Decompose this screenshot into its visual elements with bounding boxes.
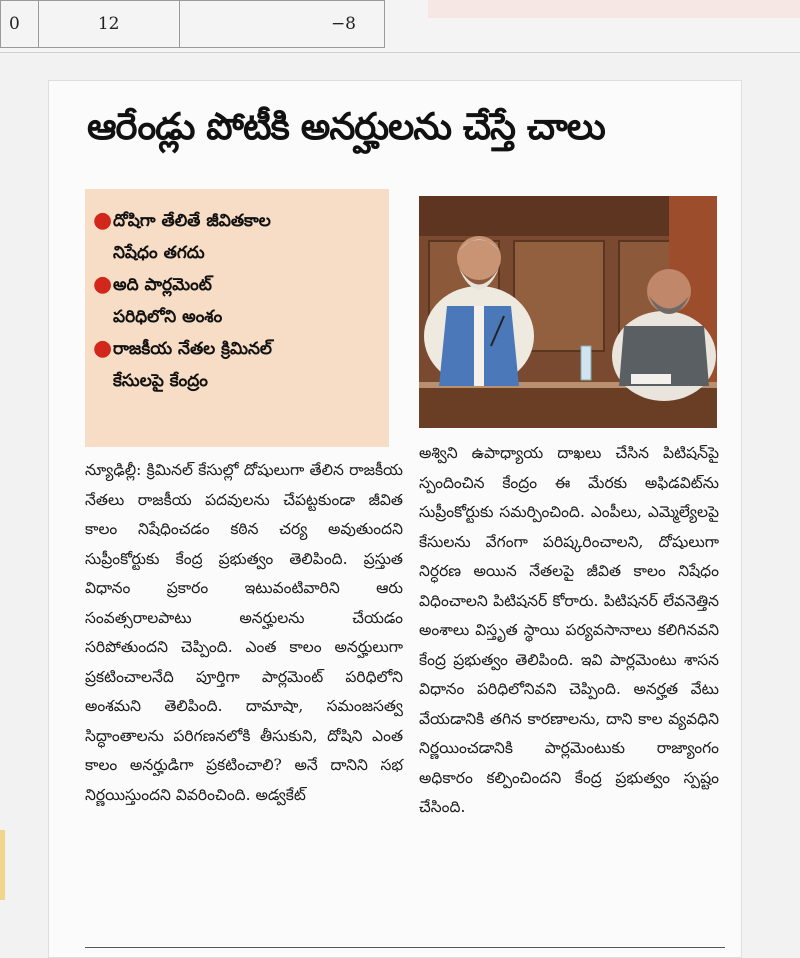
table-cell: −8 <box>179 1 384 48</box>
adjacent-box <box>428 0 800 18</box>
previous-article-strip <box>0 0 800 53</box>
data-table-fragment <box>0 0 385 48</box>
table-row <box>1 1 385 48</box>
article-headline: ఆరేండ్లు పోటీకి అనర్హులను చేస్తే చాలు <box>87 105 605 148</box>
news-photo <box>419 196 717 428</box>
highlight-item: ● దోషిగా తేలితే జీవితకాల నిషేధం తగదు <box>113 205 389 269</box>
news-article <box>48 80 742 958</box>
bullet-icon: ● <box>93 208 113 233</box>
margin-marker <box>0 830 5 900</box>
photo-illustration <box>419 196 717 428</box>
bullet-icon: ● <box>93 272 113 297</box>
bullet-icon: ● <box>93 336 113 361</box>
article-body-left: న్యూఢిల్లీ: క్రిమినల్ కేసుల్లో దోషులుగా తేలిన రాజకీయ నేతలు రాజకీయ పదవులను చేపట్టకుండా జీవిత కాలం నిషేధించడం కఠిన చర్య అవుతుందని సుప్రీంకోర్టుకు కేంద్ర ప్రభుత్వం తెలిపింది. ప్రస్తుత విధానం ప్రకారం ఇటువంటివారిని ఆరు సంవత్సరాలపాటు అనర్హులను చేయడం సరిపోతుందని చెప్పింది. ఎంత కాలం అనర్హులుగా ప్రకటించాలనేది పూర్తిగా పార్లమెంట్ పరిధిలోని అంశమని తెలిపింది. దామాషా, సమంజసత్వ సిద్ధాంతాలను పరిగణనలోకి తీసుకుని, దోషిని ఎంత కాలం అనర్హుడిగా ప్రకటించాలి? అనే దానిని సభ నిర్ణయిస్తుందని వివరించింది. అడ్వకేట్ <box>85 461 403 804</box>
bottom-divider <box>85 947 725 948</box>
highlight-item: ● రాజకీయ నేతల క్రిమినల్ కేసులపై కేంద్రం <box>113 333 389 397</box>
table-cell: 0 <box>1 1 39 48</box>
article-body-right: అశ్విని ఉపాధ్యాయ దాఖలు చేసిన పిటిషన్‌పై స్పందించిన కేంద్రం ఈ మేరకు అఫిడవిట్‌ను సుప్రీంకోర్టుకు సమర్పించింది. ఎంపీలు, ఎమ్మెల్యేలపై కేసులను వేగంగా పరిష్కరించాలని, దోషులుగా నిర్ధరణ అయిన నేతలపై జీవిత కాలం నిషేధం విధించాలని పిటిషనర్ కోరారు. పిటిషనర్ లేవనెత్తిన అంశాలు విస్తృత స్థాయి పర్యవసానాలు కలిగినవని కేంద్ర ప్రభుత్వం తెలిపింది. ఇవి పార్లమెంటు శాసన విధానం పరిధిలోనివని చెప్పింది. అనర్హత వేటు వేయడానికి తగిన కారణాలను, దాని కాల వ్యవధిని నిర్ణయించడానికి పార్లమెంటుకు రాజ్యాంగం అధికారం కల్పించిందని కేంద్ర ప్రభుత్వం స్పష్టం చేసింది. <box>419 444 719 816</box>
highlights-box <box>85 189 389 447</box>
highlight-item: ● అది పార్లమెంట్ పరిధిలోని అంశం <box>113 269 389 333</box>
table-cell: 12 <box>38 1 179 48</box>
